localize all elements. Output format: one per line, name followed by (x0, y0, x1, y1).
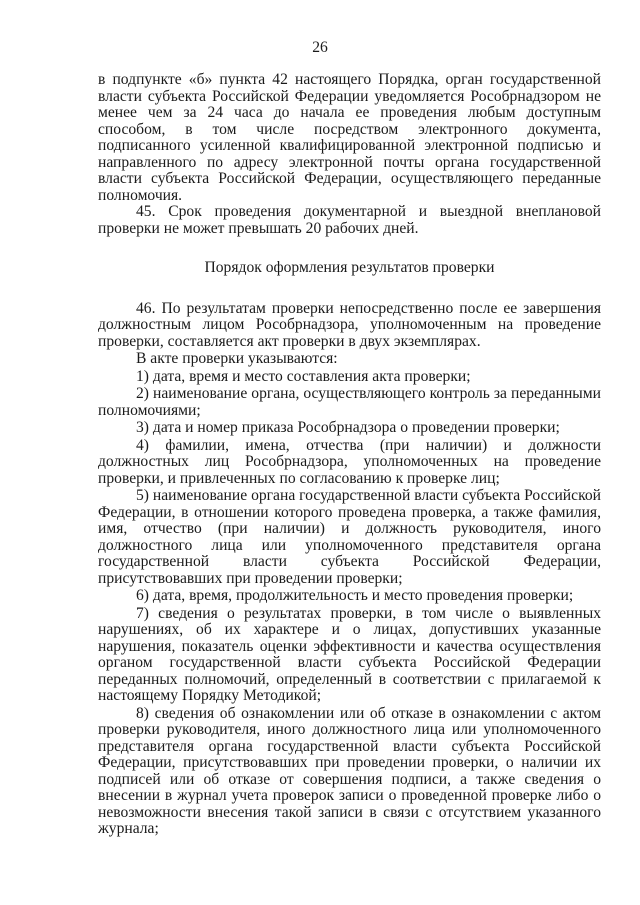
list-item-4: 4) фамилии, имена, отчества (при наличии) и должности должностных лиц Рособрнадзора, уполномоченных на проведение проверки, и привлеченных по согласованию к проверке лиц; (98, 436, 601, 487)
page-number: 26 (312, 39, 328, 56)
paragraph-continuation: в подпункте «б» пункта 42 настоящего Порядка, орган государственной власти субъекта Российской Федерации уведомляется Рособрнадзором не менее чем за 24 часа до начала ее проведения любым доступным способом, в том числе посредством электронного документа, подписанного усиленной квалифицированной электронной подписью и направленного по адресу электронной почты органа государственной власти субъекта Российской Федерации, осуществляющего переданные полномочия. (98, 71, 601, 204)
list-item-8: 8) сведения об ознакомлении или об отказе в ознакомлении с актом проверки руководителя, иного должностного лица или уполномоченного представителя органа государственной власти субъекта Российской Федерации, присутствовавших при проведении проверки, о наличии их подписей или об отказе от совершения подписи, а также сведения о внесении в журнал учета проверок записи о проведенной проверке либо о невозможности внесения такой записи в связи с отсутствием указанного журнала; (98, 704, 601, 837)
list-item-1: 1) дата, время и место составления акта проверки; (136, 367, 471, 385)
section-heading: Порядок оформления результатов проверки (204, 259, 495, 276)
list-item-5: 5) наименование органа государственной власти субъекта Российской Федерации, в отношении которого проведена проверка, а также фамилия, имя, отчество (при наличии) и должность руководителя, иного должностного лица или уполномоченного представителя органа государственной власти субъекта Российской Федерации, присутствовавших при проведении проверки; (98, 487, 601, 587)
paragraph-45: 45. Срок проведения документарной и выездной внеплановой проверки не может превышать 20 рабочих дней. (98, 203, 601, 237)
list-intro: В акте проверки указываются: (136, 350, 338, 367)
paragraph-46: 46. По результатам проверки непосредственно после ее завершения должностным лицом Рособрнадзора, уполномоченным на проведение проверки, составляется акт проверки в двух экземплярах. (98, 299, 601, 350)
list-item-7: 7) сведения о результатах проверки, в том числе о выявленных нарушениях, об их характере и о лицах, допустивших указанные нарушения, показатель оценки эффективности и качества осуществления органом государственной власти субъекта Российской Федерации переданных полномочий, определенный в соответствии с прилагаемой к настоящему Порядку Методикой; (98, 604, 601, 704)
document-body (98, 72, 601, 838)
list-item-6: 6) дата, время, продолжительность и место проведения проверки; (136, 587, 574, 604)
list-item-3: 3) дата и номер приказа Рособрнадзора о проведении проверки; (136, 419, 560, 436)
list-item-2: 2) наименование органа, осуществляющего контроль за переданными полномочиями; (98, 385, 601, 419)
